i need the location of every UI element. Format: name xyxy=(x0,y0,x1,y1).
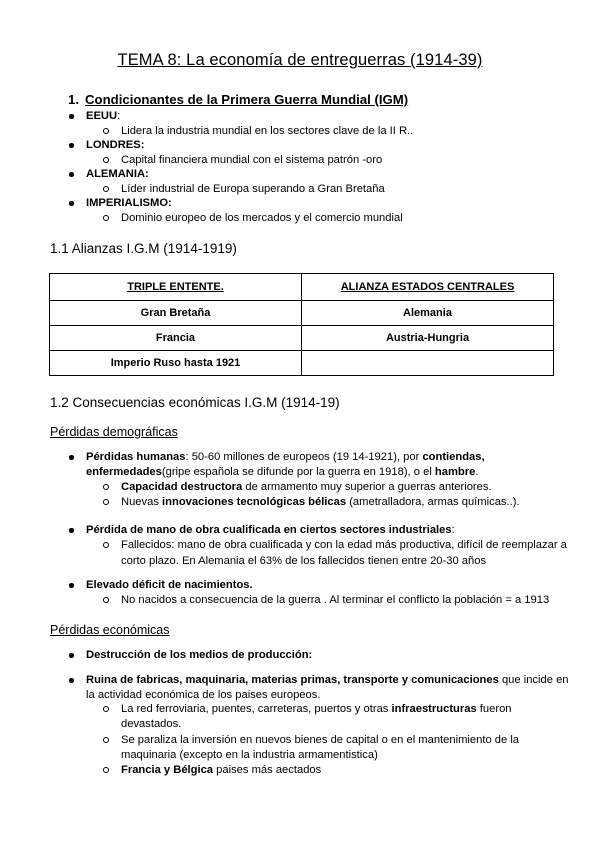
list-item: Francia y Bélgica paises más aectados xyxy=(121,764,322,776)
list-item: Pérdidas humanas: 50-60 millones de europeos (19 14-1921), por contiendas, xyxy=(86,451,485,463)
table-row xyxy=(50,326,554,351)
list-item-continuation: devastados. xyxy=(121,718,182,730)
section-1-1-heading: 1.1 Alianzas I.G.M (1914-1919) xyxy=(50,241,237,256)
list-item: Capacidad destructora de armamento muy superior a guerras anteriores. xyxy=(121,481,492,493)
list-item: No nacidos a consecuencia de la guerra . Al terminar el conflicto la población = a 1913 xyxy=(121,594,550,606)
table-row xyxy=(50,301,554,326)
list-item-continuation: corto plazo. En Alemania el 63% de los fallecidos tienen entre 20-30 años xyxy=(121,555,487,567)
section-1-title: Condicionantes de la Primera Guerra Mundial (IGM) xyxy=(85,92,409,107)
list-item: IMPERIALISMO: xyxy=(86,197,172,209)
alliances-table xyxy=(49,273,554,376)
list-item: Ruina de fabricas, maquinaria, materias primas, transporte y comunicaciones que incide en xyxy=(86,674,569,686)
list-item: Se paraliza la inversión en nuevos bienes de capital o en el mantenimiento de la xyxy=(121,734,520,746)
list-item-continuation: enfermedades(gripe española se difunde por la guerra en 1918), o el hambre. xyxy=(86,466,479,478)
table-row xyxy=(50,351,554,376)
list-item: La red ferroviaria, puentes, carreteras, puertos y otras infraestructuras fueron xyxy=(121,703,512,715)
list-item: Destrucción de los medios de producción: xyxy=(86,649,313,661)
list-item-continuation: la actividad económica de los paises europeos. xyxy=(86,689,321,701)
list-item: Nuevas innovaciones tecnológicas bélicas (ametralladora, armas químicas..). xyxy=(121,496,520,508)
section-1-number: 1. xyxy=(68,92,79,107)
list-item: Fallecidos: mano de obra cualificada y con la edad más productiva, difícil de reemplazar a xyxy=(121,539,567,551)
list-item: Líder industrial de Europa superando a Gran Bretaña xyxy=(121,183,385,195)
section-1-2-heading: 1.2 Consecuencias económicas I.G.M (1914-19) xyxy=(50,395,340,410)
table-header-cell: ALIANZA ESTADOS CENTRALES xyxy=(302,274,554,301)
page-title: TEMA 8: La economía de entreguerras (1914-39) xyxy=(117,51,483,69)
table-cell: Alemania xyxy=(302,301,554,326)
list-item-continuation: maquinaria (excepto en la industria armamentistica) xyxy=(121,749,378,761)
list-item: Dominio europeo de los mercados y el comercio mundial xyxy=(121,212,403,224)
list-item: LONDRES: xyxy=(86,139,145,151)
list-item: ALEMANIA: xyxy=(86,168,149,180)
table-cell: Austria-Hungria xyxy=(302,326,554,351)
table-cell xyxy=(302,351,554,376)
list-item: Elevado déficit de nacimientos. xyxy=(86,579,253,591)
table-cell: Imperio Ruso hasta 1921 xyxy=(50,351,302,376)
list-item: Lidera la industria mundial en los sectores clave de la II R.. xyxy=(121,125,414,137)
list-item: Pérdida de mano de obra cualificada en ciertos sectores industriales: xyxy=(86,524,455,536)
table-cell: Francia xyxy=(50,326,302,351)
list-item: EEUU: xyxy=(86,110,121,122)
subsection-heading-economic: Pérdidas económicas xyxy=(50,623,170,637)
subsection-heading-demographic: Pérdidas demográficas xyxy=(50,425,178,439)
table-row xyxy=(50,274,554,301)
section-1-heading xyxy=(68,92,408,107)
table-cell: Gran Bretaña xyxy=(50,301,302,326)
list-item: Capital financiera mundial con el sistema patrón -oro xyxy=(121,154,383,166)
table-header-cell: TRIPLE ENTENTE. xyxy=(50,274,302,301)
